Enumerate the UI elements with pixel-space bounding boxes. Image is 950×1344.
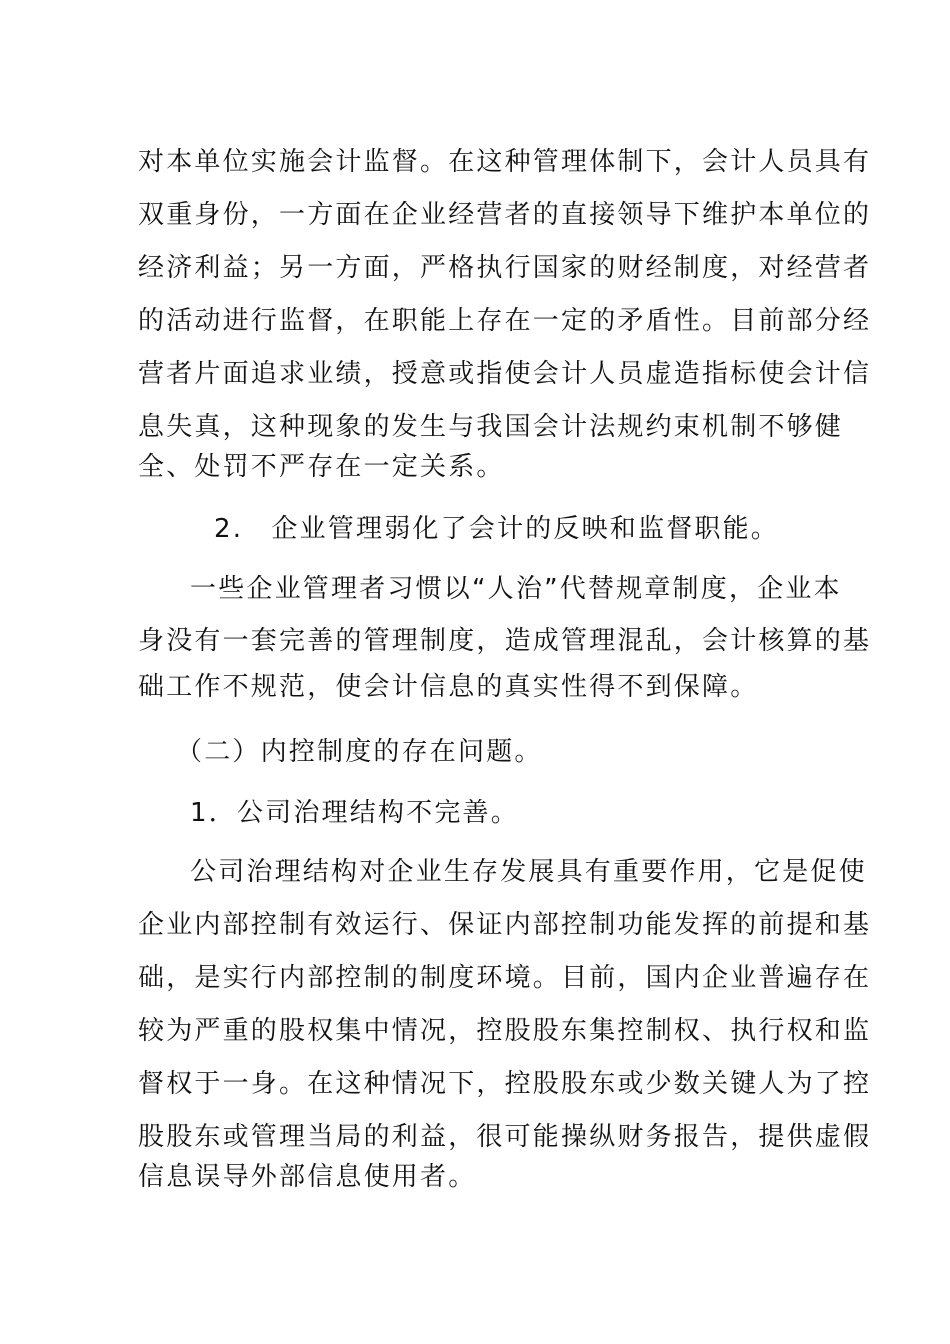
paragraph-line: 双重身份，一方面在企业经营者的直接领导下维护本单位的 [138, 200, 872, 230]
paragraph-line: 经济利益；另一方面，严格执行国家的财经制度，对经营者 [138, 253, 872, 283]
paragraph-line: 营者片面追求业绩，授意或指使会计人员虚造指标使会计信 [138, 359, 872, 389]
paragraph-line: 础工作不规范，使会计信息的真实性得不到保障。 [138, 672, 759, 702]
paragraph-line: 身没有一套完善的管理制度，造成管理混乱，会计核算的基 [138, 626, 872, 656]
paragraph-line: 的活动进行监督，在职能上存在一定的矛盾性。目前部分经 [138, 306, 872, 336]
paragraph-line: 信息误导外部信息使用者。 [138, 1162, 477, 1192]
paragraph-line: 息失真，这种现象的发生与我国会计法规约束机制不够健 [138, 412, 844, 442]
numbered-heading: 2. 企业管理弱化了会计的反映和监督职能。 [214, 514, 780, 544]
paragraph-line: 企业内部控制有效运行、保证内部控制功能发挥的前提和基 [138, 910, 872, 940]
paragraph-line: 股股东或管理当局的利益，很可能操纵财务报告，提供虚假 [138, 1122, 872, 1152]
paragraph-line: 一些企业管理者习惯以“人治”代替规章制度，企业本 [190, 574, 842, 604]
paragraph-line: 对本单位实施会计监督。在这种管理体制下，会计人员具有 [138, 147, 872, 177]
paragraph-line: 础，是实行内部控制的制度环境。目前，国内企业普遍存在 [138, 963, 872, 993]
paragraph-line: 较为严重的股权集中情况，控股股东集控制权、执行权和监 [138, 1016, 872, 1046]
paragraph-line: 全、处罚不严存在一定关系。 [138, 452, 505, 482]
subheading: 1．公司治理结构不完善。 [190, 798, 519, 828]
paragraph-line: 公司治理结构对企业生存发展具有重要作用，它是促使 [190, 857, 867, 887]
paragraph-line: 督权于一身。在这种情况下，控股股东或少数关键人为了控 [138, 1069, 872, 1099]
section-heading: （二）内控制度的存在问题。 [176, 737, 543, 767]
